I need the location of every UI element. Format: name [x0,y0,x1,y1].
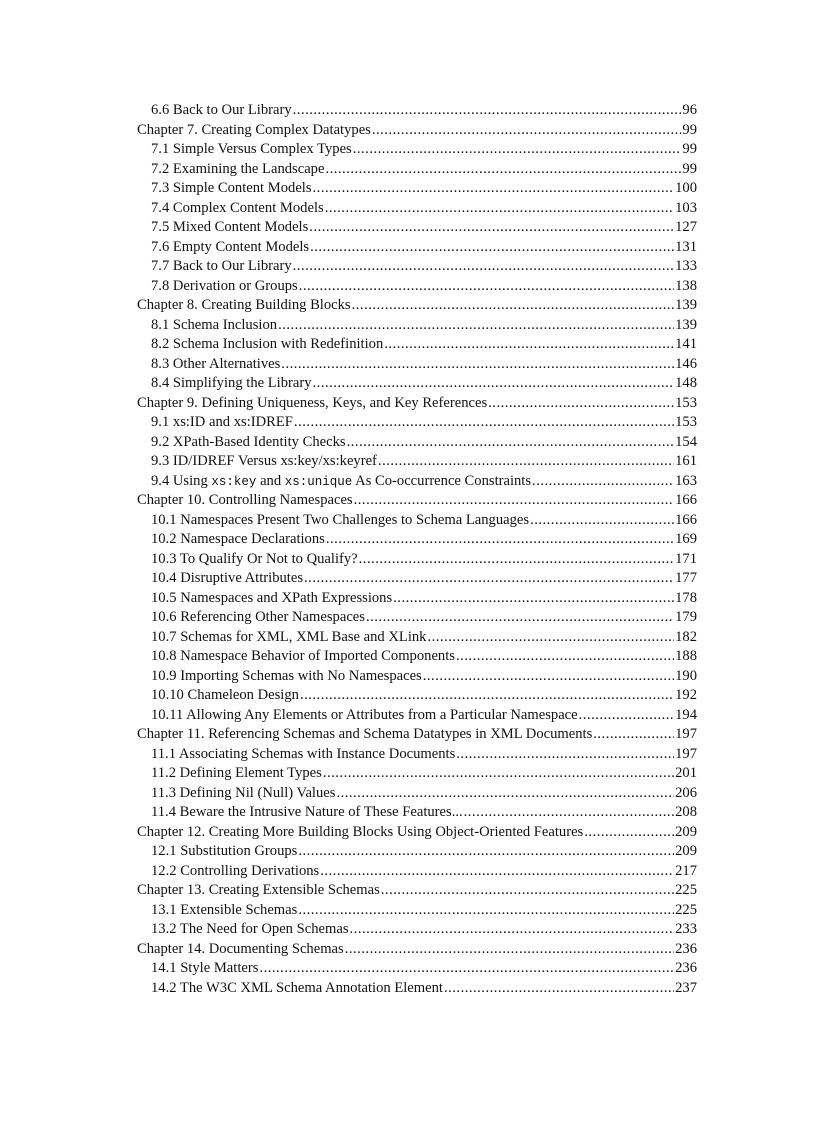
toc-section-entry[interactable] [137,199,697,219]
dot-leader [456,647,674,667]
dot-leader [593,725,674,745]
toc-entry-title: 7.8 Derivation or Groups [151,277,298,294]
toc-page-number: 148 [675,375,697,391]
toc-section-entry[interactable] [137,842,697,862]
toc-entry-title: 11.1 Associating Schemas with Instance Documents [151,745,456,762]
toc-entry-title: Chapter 11. Referencing Schemas and Schema Datatypes in XML Documents [137,726,593,742]
toc-page-number: 192 [675,687,697,703]
toc-section-entry[interactable] [137,355,697,375]
toc-chapter-entry[interactable] [137,940,697,960]
toc-page-number: 99 [682,141,697,157]
dot-leader [345,940,674,960]
dot-leader [354,491,674,511]
toc-section-entry[interactable] [137,413,697,433]
dot-leader [427,628,674,648]
toc-section-entry[interactable] [137,374,697,394]
toc-section-entry[interactable] [137,530,697,550]
toc-entry-title: 9.2 XPath-Based Identity Checks [151,433,346,450]
dot-leader [326,530,674,550]
toc-section-entry[interactable] [137,569,697,589]
toc-page-number: 166 [675,492,697,508]
toc-entry-title: 8.3 Other Alternatives [151,355,281,372]
toc-entry-title: 7.5 Mixed Content Models [151,219,309,235]
toc-page-number: 153 [675,394,697,411]
toc-section-entry[interactable] [137,686,697,706]
dot-leader [278,316,674,336]
toc-page-number: 197 [675,726,697,742]
dot-leader [325,199,674,219]
toc-page-number: 99 [682,160,697,177]
toc-page-number: 190 [675,667,697,684]
dot-leader [532,472,674,492]
toc-page-number: 236 [675,960,697,976]
dot-leader [281,355,674,375]
dot-leader [381,881,674,901]
toc-entry-code: xs:unique [284,474,353,489]
dot-leader [353,140,682,160]
toc-page-number: 177 [675,570,697,586]
toc-entry-title: 10.7 Schemas for XML, XML Base and XLink [151,628,427,645]
toc-entry-title: Chapter 7. Creating Complex Datatypes [137,121,371,138]
dot-leader [372,121,682,141]
toc-entry-title: 13.1 Extensible Schemas [151,901,298,918]
toc-entry-text: and [256,472,285,489]
toc-entry-title: 7.3 Simple Content Models [151,180,312,196]
dot-leader [313,374,675,394]
toc-page-number: 131 [675,238,697,255]
toc-section-entry[interactable] [137,550,697,570]
toc-entry-title: 7.4 Complex Content Models [151,199,324,216]
dot-leader [579,706,674,726]
dot-leader [464,803,674,823]
toc-section-entry[interactable] [137,218,697,238]
toc-entry-title: 10.2 Namespace Declarations [151,531,325,547]
table-of-contents [137,101,697,998]
toc-entry-title: 8.4 Simplifying the Library [151,375,312,391]
dot-leader [444,979,674,999]
toc-section-entry[interactable] [137,472,697,492]
toc-entry-title: 10.5 Namespaces and XPath Expressions [151,589,393,606]
dot-leader [304,569,674,589]
toc-page-number: 225 [675,882,697,898]
toc-page-number: 208 [675,804,697,820]
toc-section-entry[interactable] [137,608,697,628]
toc-page-number: 197 [675,745,697,762]
dot-leader [293,101,682,121]
toc-page-number: 209 [675,843,697,859]
toc-section-entry[interactable] [137,589,697,609]
toc-section-entry[interactable] [137,647,697,667]
toc-section-entry[interactable] [137,920,697,940]
toc-page-number: 163 [675,472,697,489]
toc-section-entry[interactable] [137,452,697,472]
toc-chapter-entry[interactable] [137,491,697,511]
toc-page-number: 178 [675,589,697,606]
toc-entry-title: 10.6 Referencing Other Namespaces [151,609,365,625]
toc-page-number: 161 [675,453,697,469]
toc-section-entry[interactable] [137,803,697,823]
dot-leader [384,335,674,355]
toc-entry-title: 7.2 Examining the Landscape [151,160,325,177]
toc-page-number: 166 [675,511,697,528]
dot-leader [378,452,674,472]
dot-leader [325,160,681,180]
dot-leader [309,218,674,238]
toc-section-entry[interactable] [137,628,697,648]
toc-page-number: 206 [675,784,697,801]
toc-section-entry[interactable] [137,959,697,979]
toc-entry-title: 13.2 The Need for Open Schemas [151,921,349,937]
toc-section-entry[interactable] [137,277,697,297]
dot-leader [299,277,674,297]
toc-page-number: 209 [675,823,697,840]
toc-page-number: 233 [675,921,697,937]
toc-entry-title: 7.1 Simple Versus Complex Types [151,141,352,157]
toc-chapter-entry[interactable] [137,881,697,901]
toc-page-number: 154 [675,433,697,450]
dot-leader [352,296,674,316]
toc-entry-text: 9.4 Using [151,472,212,489]
toc-page-number: 138 [675,277,697,294]
toc-section-entry[interactable] [137,160,697,180]
dot-leader [347,433,675,453]
toc-section-entry[interactable] [137,433,697,453]
toc-entry-title: 11.2 Defining Element Types [151,765,322,781]
dot-leader [310,238,674,258]
toc-section-entry[interactable] [137,511,697,531]
toc-entry-title: 10.10 Chameleon Design [151,687,299,703]
toc-page-number: 153 [675,414,697,430]
toc-chapter-entry[interactable] [137,121,697,141]
dot-leader [323,764,674,784]
toc-section-entry[interactable] [137,862,697,882]
toc-page-number: 100 [675,180,697,196]
toc-chapter-entry[interactable] [137,296,697,316]
toc-section-entry[interactable] [137,901,697,921]
toc-entry-title: Chapter 13. Creating Extensible Schemas [137,882,380,898]
toc-section-entry[interactable] [137,667,697,687]
toc-page-number: 141 [675,336,697,352]
toc-entry-title: 10.1 Namespaces Present Two Challenges to Schema Languages [151,511,530,528]
toc-entry-title: 9.1 xs:ID and xs:IDREF [151,414,293,430]
toc-section-entry[interactable] [137,764,697,784]
toc-entry-title: 11.3 Defining Nil (Null) Values [151,784,336,801]
toc-page-number: 103 [675,199,697,216]
dot-leader [300,686,674,706]
toc-page-number: 139 [675,297,697,313]
toc-page-number: 133 [675,258,697,274]
dot-leader [350,920,675,940]
toc-section-entry[interactable] [137,140,697,160]
toc-entry-title: 10.3 To Qualify Or Not to Qualify? [151,550,358,567]
toc-entry-title: 12.1 Substitution Groups [151,843,298,859]
toc-page-number: 217 [675,862,697,879]
toc-entry-title: Chapter 14. Documenting Schemas [137,940,344,957]
dot-leader [298,842,674,862]
toc-page-number: 188 [675,648,697,664]
toc-section-entry[interactable] [137,257,697,277]
dot-leader [488,394,674,414]
toc-chapter-entry[interactable] [137,725,697,745]
dot-leader [366,608,674,628]
toc-entry-title: Chapter 10. Controlling Namespaces [137,492,353,508]
toc-section-entry[interactable] [137,335,697,355]
toc-entry-title: 10.11 Allowing Any Elements or Attributes from a Particular Namespace [151,706,578,723]
toc-entry-title: 11.4 Beware the Intrusive Nature of These Features... [151,804,463,820]
toc-entry-title: 7.6 Empty Content Models [151,238,310,255]
toc-page-number: 146 [675,355,697,372]
dot-leader [294,413,674,433]
toc-section-entry[interactable] [137,238,697,258]
toc-page-number: 139 [675,316,697,333]
toc-entry-title: 10.8 Namespace Behavior of Imported Components [151,648,455,664]
toc-page-number: 99 [682,121,697,138]
toc-page-number: 96 [682,102,697,118]
toc-entry-title: 7.7 Back to Our Library [151,258,292,274]
dot-leader [456,745,674,765]
dot-leader [393,589,674,609]
toc-entry-title: 10.9 Importing Schemas with No Namespaces [151,667,422,684]
toc-entry-title: Chapter 9. Defining Uniqueness, Keys, and Key References [137,394,488,411]
toc-section-entry[interactable] [137,784,697,804]
toc-page-number: 182 [675,628,697,645]
toc-page-number: 171 [675,550,697,567]
toc-section-entry[interactable] [137,979,697,999]
dot-leader [313,179,675,199]
toc-page-number: 179 [675,609,697,625]
dot-leader [530,511,674,531]
toc-page-number: 225 [675,901,697,918]
toc-section-entry[interactable] [137,745,697,765]
toc-entry-title: 8.1 Schema Inclusion [151,316,278,333]
toc-entry-title: 10.4 Disruptive Attributes [151,570,304,586]
toc-chapter-entry[interactable] [137,394,697,414]
toc-entry-title: Chapter 12. Creating More Building Blocks Using Object-Oriented Features [137,823,584,840]
toc-entry-title: Chapter 8. Creating Building Blocks [137,297,351,313]
toc-entry-text: As Co-occurrence Constraints [352,472,532,489]
toc-entry-title [151,472,531,493]
dot-leader [584,823,674,843]
dot-leader [259,959,674,979]
toc-entry-code: xs:key [211,474,257,489]
toc-page-number: 236 [675,940,697,957]
toc-entry-title: 12.2 Controlling Derivations [151,862,320,879]
dot-leader [423,667,674,687]
dot-leader [298,901,674,921]
toc-section-entry[interactable] [137,179,697,199]
toc-entry-title: 6.6 Back to Our Library [151,102,292,118]
toc-page-number: 127 [675,219,697,235]
toc-page-number: 237 [675,979,697,996]
toc-entry-title: 9.3 ID/IDREF Versus xs:key/xs:keyref [151,453,377,469]
toc-page-number: 169 [675,531,697,547]
toc-entry-title: 8.2 Schema Inclusion with Redefinition [151,336,384,352]
toc-section-entry[interactable] [137,101,697,121]
toc-page-number: 201 [675,765,697,781]
toc-section-entry[interactable] [137,316,697,336]
dot-leader [336,784,674,804]
dot-leader [293,257,674,277]
toc-page-number: 194 [675,706,697,723]
toc-section-entry[interactable] [137,706,697,726]
toc-chapter-entry[interactable] [137,823,697,843]
dot-leader [320,862,674,882]
dot-leader [359,550,674,570]
toc-entry-title: 14.1 Style Matters [151,960,259,976]
toc-entry-title: 14.2 The W3C XML Schema Annotation Element [151,979,443,996]
